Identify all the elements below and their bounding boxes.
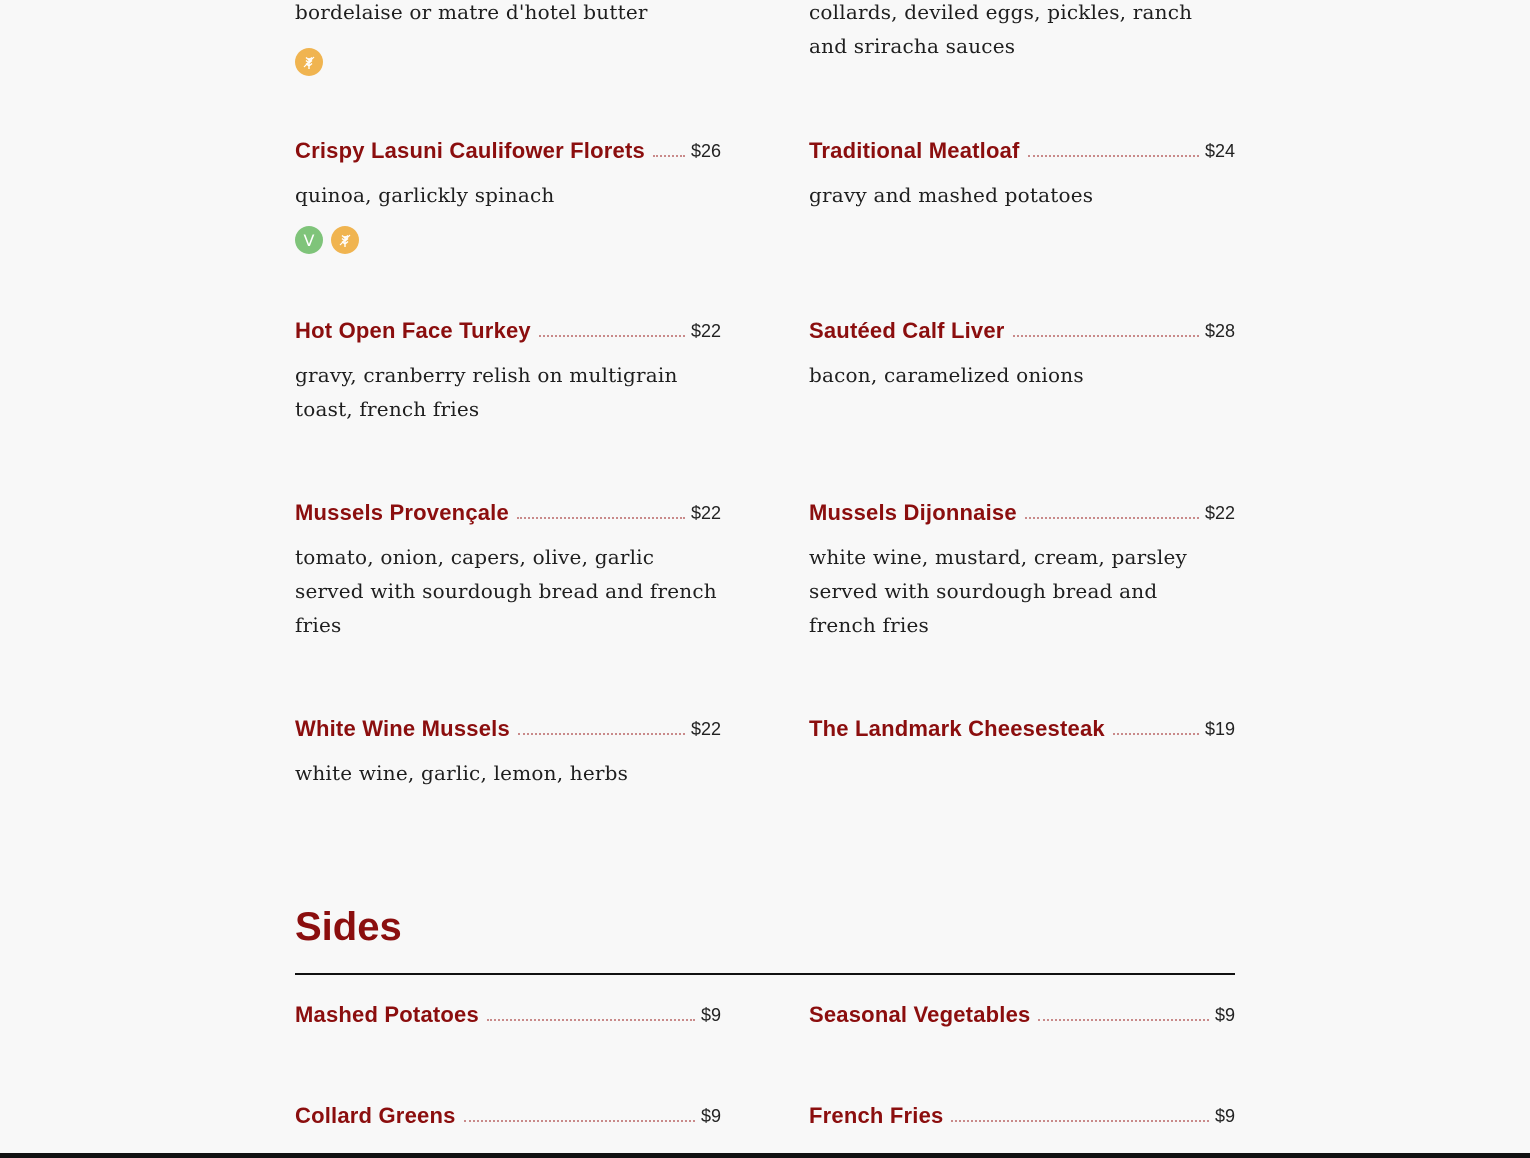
menu-item-name: The Landmark Cheesesteak	[809, 716, 1105, 741]
menu-item	[809, 712, 1235, 742]
menu-item	[809, 496, 1235, 642]
menu-item-price: $26	[690, 141, 721, 161]
side-item	[809, 1099, 1235, 1129]
side-item-price: $9	[700, 1005, 721, 1025]
side-item-name: French Fries	[809, 1103, 944, 1128]
dot-leader	[1038, 1019, 1208, 1021]
side-item-name: Seasonal Vegetables	[809, 1002, 1031, 1027]
menu-item-name: Sautéed Calf Liver	[809, 318, 1005, 343]
menu-item-name: Traditional Meatloaf	[809, 138, 1020, 163]
menu-item-name: Mussels Dijonnaise	[809, 500, 1017, 525]
menu-item-description: bordelaise or matre d'hotel butter	[295, 0, 648, 24]
menu-item-description: collards, deviled eggs, pickles, ranch and sriracha sauces	[809, 0, 1193, 58]
side-item	[295, 998, 721, 1028]
side-item-price: $9	[1214, 1005, 1235, 1025]
menu-item-name: Mussels Provençale	[295, 500, 509, 525]
dietary-badges	[295, 48, 323, 76]
vegetarian-badge: V	[295, 226, 323, 254]
menu-item	[295, 134, 721, 254]
menu-item-description: white wine, garlic, lemon, herbs	[295, 761, 629, 785]
menu-item-price: $24	[1204, 141, 1235, 161]
dot-leader	[464, 1120, 695, 1122]
dietary-badges	[295, 226, 721, 254]
menu-item-description: gravy, cranberry relish on multigrain toast, french fries	[295, 363, 678, 421]
dot-leader	[1013, 335, 1199, 337]
gluten-free-wheat-icon	[331, 226, 359, 254]
side-item-price: $9	[1214, 1106, 1235, 1126]
dot-leader	[1025, 517, 1199, 519]
page-bottom-edge	[0, 1153, 1530, 1158]
section-divider	[295, 973, 1235, 975]
menu-item	[809, 134, 1235, 212]
menu-item-description: bacon, caramelized onions	[809, 363, 1084, 387]
menu-item-description: white wine, mustard, cream, parsley served with sourdough bread and french fries	[809, 545, 1188, 637]
dot-leader	[539, 335, 685, 337]
menu-item-name: White Wine Mussels	[295, 716, 510, 741]
side-item-name: Mashed Potatoes	[295, 1002, 479, 1027]
gluten-free-wheat-icon	[295, 48, 323, 76]
menu-item	[295, 496, 721, 642]
menu-item	[809, 314, 1235, 392]
menu-item-name: Hot Open Face Turkey	[295, 318, 531, 343]
menu-item-price: $22	[690, 503, 721, 523]
menu-item-name: Crispy Lasuni Caulifower Florets	[295, 138, 645, 163]
side-item	[295, 1099, 721, 1129]
dot-leader	[517, 517, 685, 519]
menu-item-price: $22	[690, 321, 721, 341]
menu-item-price: $28	[1204, 321, 1235, 341]
menu-item-price: $22	[690, 719, 721, 739]
dot-leader	[518, 733, 685, 735]
menu-item-description: gravy and mashed potatoes	[809, 183, 1094, 207]
dot-leader	[951, 1120, 1209, 1122]
dot-leader	[653, 155, 685, 157]
menu-item-description: tomato, onion, capers, olive, garlic served with sourdough bread and french fries	[295, 545, 717, 637]
menu-item	[295, 712, 721, 790]
dot-leader	[1028, 155, 1199, 157]
side-item	[809, 998, 1235, 1028]
menu-item-price: $19	[1204, 719, 1235, 739]
menu-item	[295, 314, 721, 426]
menu-item-price: $22	[1204, 503, 1235, 523]
dot-leader	[487, 1019, 695, 1021]
side-item-name: Collard Greens	[295, 1103, 456, 1128]
section-title: Sides	[295, 905, 402, 949]
dot-leader	[1113, 733, 1199, 735]
menu-item-description: quinoa, garlickly spinach	[295, 183, 555, 207]
side-item-price: $9	[700, 1106, 721, 1126]
